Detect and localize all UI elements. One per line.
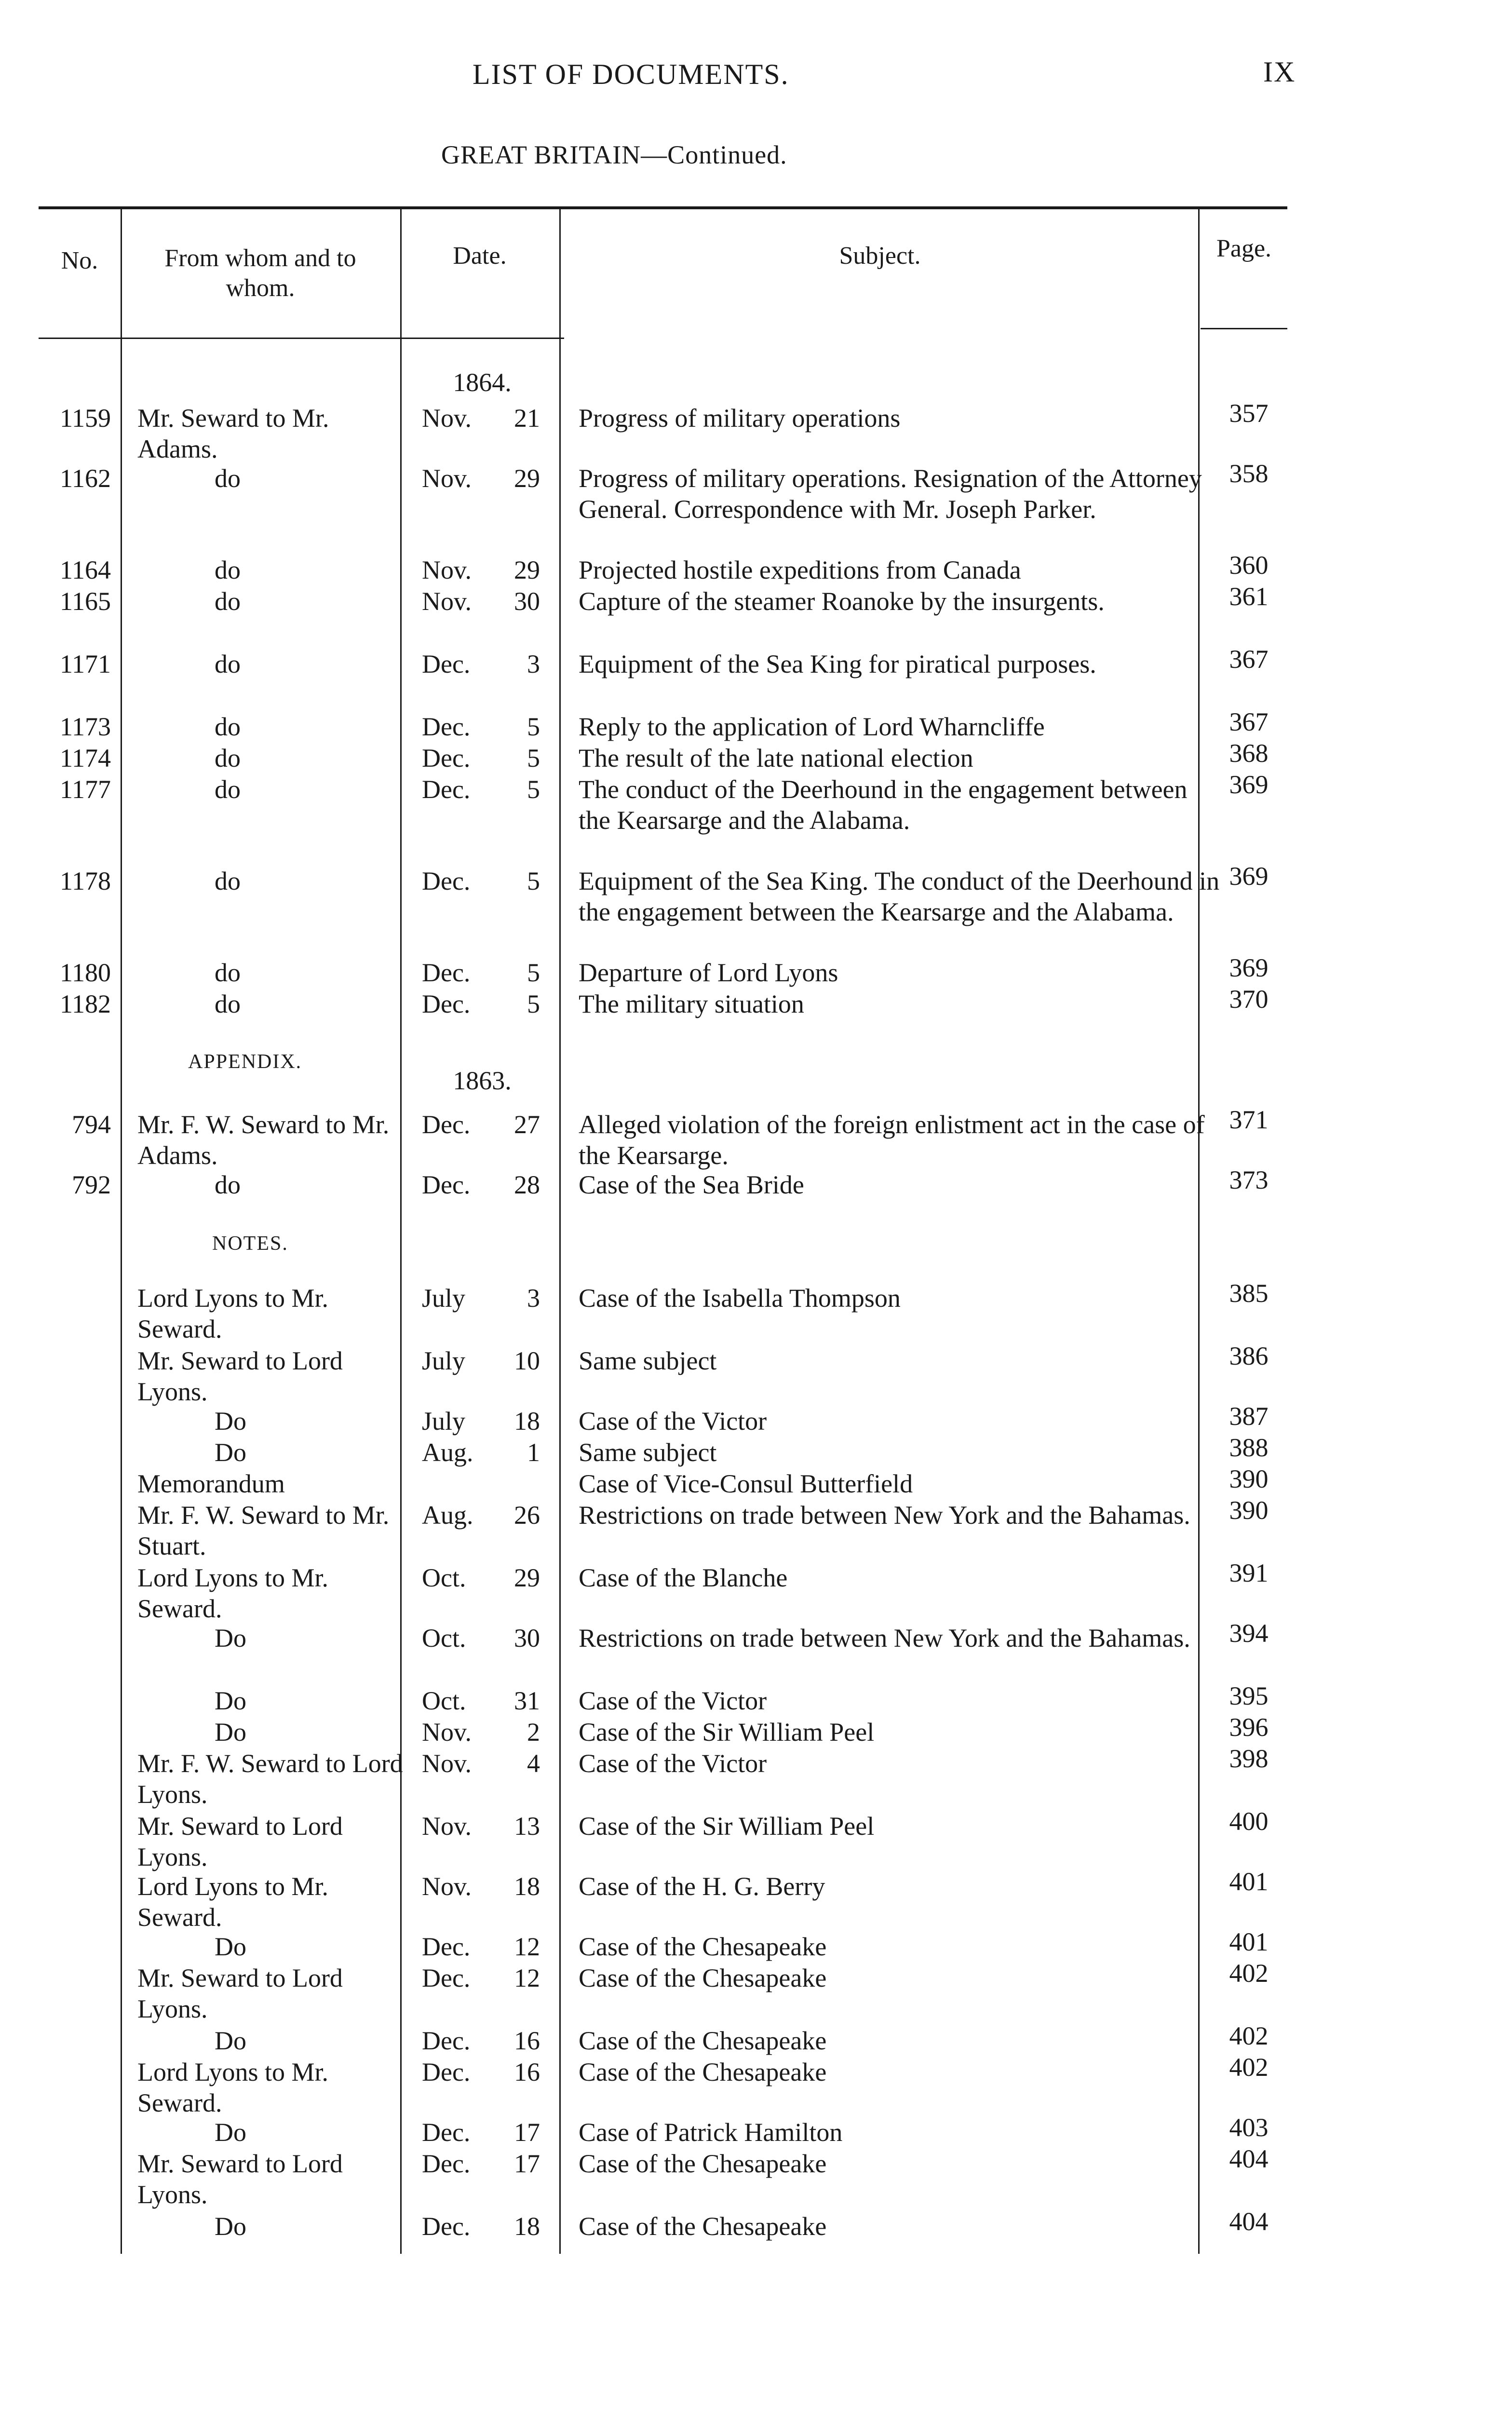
date-day: 2 (527, 1718, 540, 1747)
date-day: 10 (514, 1346, 540, 1375)
date-month: Nov. (422, 404, 472, 433)
date-day: 29 (514, 464, 540, 493)
date-month: Nov. (422, 464, 472, 493)
page-number-cell: 368 (1229, 739, 1269, 768)
document-number: 1171 (60, 650, 111, 678)
from-whom: do (215, 1170, 241, 1199)
subject: Departure of Lord Lyons (579, 958, 838, 987)
date-month: July (422, 1346, 466, 1375)
from-whom: Mr. F. W. Seward to Mr. Stuart. (137, 1501, 390, 1560)
from-whom: Mr. F. W. Seward to Mr. Adams. (137, 1110, 390, 1170)
subject: Equipment of the Sea King. The conduct of the Deerhound in the engagement between the Kearsarge and the Alabama. (579, 867, 1220, 926)
year-1863: 1863. (453, 1066, 512, 1095)
date-day: 12 (514, 1964, 540, 1992)
subject: Case of Patrick Hamilton (579, 2118, 843, 2147)
date-month: Dec. (422, 2118, 471, 2147)
subject: Case of the Sea Bride (579, 1170, 804, 1199)
date-month: Nov. (422, 555, 472, 584)
date-day: 30 (514, 1624, 540, 1652)
page-number-cell: 386 (1229, 1341, 1269, 1370)
page-number-cell: 396 (1229, 1713, 1269, 1742)
date-day: 5 (527, 775, 540, 804)
from-whom: Do (215, 2026, 246, 2055)
date-month: Dec. (422, 2149, 471, 2178)
page-number-cell: 391 (1229, 1558, 1269, 1587)
column-divider-date (559, 209, 561, 2254)
date-day: 30 (514, 587, 540, 616)
subject: Case of the Chesapeake (579, 2026, 827, 2055)
from-whom: Mr. Seward to Lord Lyons. (137, 1346, 343, 1406)
document-number: 1178 (60, 867, 111, 895)
country-heading: GREAT BRITAIN—Continued. (441, 140, 787, 169)
document-number: 1173 (60, 712, 111, 741)
from-whom: do (215, 989, 241, 1018)
from-whom: Mr. Seward to Mr. Adams. (137, 404, 329, 463)
header-bottom-rule-page (1201, 328, 1287, 329)
page-number-cell: 360 (1229, 551, 1269, 580)
from-whom: do (215, 650, 241, 678)
column-header-date: Date. (453, 242, 507, 270)
date-month: Dec. (422, 2212, 471, 2241)
date-month: Dec. (422, 2026, 471, 2055)
from-whom: Mr. Seward to Lord Lyons. (137, 2149, 343, 2209)
date-day: 17 (514, 2149, 540, 2178)
page-number-cell: 367 (1229, 707, 1269, 736)
date-month: Oct. (422, 1563, 466, 1592)
date-month: Dec. (422, 712, 471, 741)
from-whom: Lord Lyons to Mr. Seward. (137, 2058, 329, 2117)
from-whom: do (215, 464, 241, 493)
page-number-cell: 402 (1229, 2053, 1269, 2082)
page-number-cell: 369 (1229, 862, 1269, 891)
page-number-cell: 388 (1229, 1433, 1269, 1462)
document-number: 1164 (60, 555, 111, 584)
column-header-subject: Subject. (839, 242, 921, 270)
from-whom: do (215, 775, 241, 804)
page-number-cell: 398 (1229, 1744, 1269, 1773)
date-month: Nov. (422, 1812, 472, 1841)
date-day: 29 (514, 555, 540, 584)
subject: The conduct of the Deerhound in the engagement between the Kearsarge and the Alabama. (579, 775, 1188, 835)
subject: Case of the Isabella Thompson (579, 1284, 901, 1313)
subject: Capture of the steamer Roanoke by the insurgents. (579, 587, 1105, 616)
from-whom: Do (215, 1438, 246, 1467)
date-day: 13 (514, 1812, 540, 1841)
subject: Case of the Chesapeake (579, 2149, 827, 2178)
from-whom: Lord Lyons to Mr. Seward. (137, 1563, 329, 1623)
date-day: 5 (527, 712, 540, 741)
document-number: 1180 (60, 958, 111, 987)
from-whom: do (215, 744, 241, 772)
subject: The military situation (579, 989, 804, 1018)
subject: Case of the Victor (579, 1407, 767, 1436)
document-number: 1165 (60, 587, 111, 616)
page-number-cell: 403 (1229, 2113, 1269, 2142)
date-month: Dec. (422, 989, 471, 1018)
date-month: Dec. (422, 2058, 471, 2086)
from-whom: do (215, 555, 241, 584)
date-day: 18 (514, 2212, 540, 2241)
from-whom: Do (215, 1407, 246, 1436)
subject: Reply to the application of Lord Wharncliffe (579, 712, 1045, 741)
document-number: 1182 (60, 989, 111, 1018)
date-month: July (422, 1284, 466, 1313)
page-number-cell: 395 (1229, 1681, 1269, 1710)
date-month: Dec. (422, 958, 471, 987)
subject: The result of the late national election (579, 744, 973, 772)
subject: Restrictions on trade between New York and the Bahamas. (579, 1501, 1190, 1530)
document-number: 792 (72, 1170, 111, 1199)
page-number-cell: 404 (1229, 2207, 1269, 2236)
subject: Equipment of the Sea King for piratical purposes. (579, 650, 1096, 678)
date-day: 5 (527, 744, 540, 772)
date-day: 18 (514, 1407, 540, 1436)
document-number: 794 (72, 1110, 111, 1139)
subject: Case of the Chesapeake (579, 1964, 827, 1992)
subject: Case of the H. G. Berry (579, 1872, 825, 1901)
date-month: Dec. (422, 775, 471, 804)
date-month: Dec. (422, 744, 471, 772)
from-whom: Mr. Seward to Lord Lyons. (137, 1964, 343, 2023)
page-number-cell: 385 (1229, 1279, 1269, 1308)
from-whom: Lord Lyons to Mr. Seward. (137, 1284, 329, 1343)
date-day: 28 (514, 1170, 540, 1199)
subject: Case of the Chesapeake (579, 2212, 827, 2241)
subject: Same subject (579, 1438, 717, 1467)
page-number-cell: 390 (1229, 1496, 1269, 1525)
date-month: Dec. (422, 867, 471, 895)
date-day: 29 (514, 1563, 540, 1592)
date-day: 5 (527, 958, 540, 987)
date-day: 4 (527, 1749, 540, 1778)
from-whom: Mr. Seward to Lord Lyons. (137, 1812, 343, 1871)
subject: Restrictions on trade between New York and the Bahamas. (579, 1624, 1190, 1652)
document-number: 1177 (60, 775, 111, 804)
date-day: 1 (527, 1438, 540, 1467)
date-month: Nov. (422, 1749, 472, 1778)
page-number-cell: 401 (1229, 1927, 1269, 1956)
page-number-cell: 387 (1229, 1402, 1269, 1431)
date-month: Dec. (422, 1110, 471, 1139)
page-number-cell: 369 (1229, 770, 1269, 799)
from-whom: do (215, 587, 241, 616)
from-whom: do (215, 712, 241, 741)
date-day: 3 (527, 650, 540, 678)
page-number-cell: 367 (1229, 645, 1269, 674)
date-month: July (422, 1407, 466, 1436)
date-day: 17 (514, 2118, 540, 2147)
document-number: 1162 (60, 464, 111, 493)
from-whom: Do (215, 2118, 246, 2147)
date-day: 31 (514, 1686, 540, 1715)
subject: Case of the Victor (579, 1686, 767, 1715)
page-number: IX (1263, 56, 1296, 88)
from-whom: do (215, 958, 241, 987)
date-month: Nov. (422, 587, 472, 616)
from-whom: Do (215, 1932, 246, 1961)
from-whom: do (215, 867, 241, 895)
page-number-cell: 357 (1229, 399, 1269, 428)
table-top-rule (39, 206, 1287, 209)
from-whom: Mr. F. W. Seward to Lord Lyons. (137, 1749, 403, 1809)
page-number-cell: 404 (1229, 2144, 1269, 2173)
document-number: 1159 (60, 404, 111, 433)
page-number-cell: 402 (1229, 2021, 1269, 2050)
date-day: 3 (527, 1284, 540, 1313)
date-month: Oct. (422, 1686, 466, 1715)
date-day: 5 (527, 867, 540, 895)
year-1864: 1864. (453, 368, 512, 397)
appendix-heading: APPENDIX. (188, 1051, 302, 1073)
date-month: Dec. (422, 1932, 471, 1961)
date-day: 18 (514, 1872, 540, 1901)
column-header-no: No. (61, 247, 98, 274)
from-whom: Do (215, 1624, 246, 1652)
running-title: LIST OF DOCUMENTS. (472, 58, 789, 90)
subject: Same subject (579, 1346, 717, 1375)
subject: Progress of military operations (579, 404, 901, 433)
date-month: Oct. (422, 1624, 466, 1652)
date-month: Nov. (422, 1718, 472, 1747)
date-day: 26 (514, 1501, 540, 1530)
date-day: 5 (527, 989, 540, 1018)
subject: Case of the Sir William Peel (579, 1718, 875, 1747)
from-whom: Do (215, 2212, 246, 2241)
page-number-cell: 401 (1229, 1867, 1269, 1896)
page-number-cell: 371 (1229, 1105, 1269, 1134)
from-whom: Memorandum (137, 1469, 285, 1498)
subject: Alleged violation of the foreign enlistment act in the case of the Kearsarge. (579, 1110, 1205, 1170)
date-month: Dec. (422, 650, 471, 678)
from-whom: Lord Lyons to Mr. Seward. (137, 1872, 329, 1932)
from-whom: Do (215, 1718, 246, 1747)
page-number-cell: 370 (1229, 985, 1269, 1014)
date-month: Aug. (422, 1501, 473, 1530)
column-divider-no (121, 209, 122, 2254)
subject: Case of the Chesapeake (579, 1932, 827, 1961)
date-month: Dec. (422, 1964, 471, 1992)
from-whom: Do (215, 1686, 246, 1715)
page-number-cell: 400 (1229, 1807, 1269, 1836)
page-number-cell: 373 (1229, 1165, 1269, 1194)
date-day: 21 (514, 404, 540, 433)
page-number-cell: 361 (1229, 582, 1269, 611)
date-day: 27 (514, 1110, 540, 1139)
subject: Projected hostile expeditions from Canada (579, 555, 1021, 584)
page-number-cell: 402 (1229, 1959, 1269, 1988)
page-number-cell: 390 (1229, 1464, 1269, 1493)
document-number: 1174 (60, 744, 111, 772)
subject: Case of the Blanche (579, 1563, 788, 1592)
date-month: Dec. (422, 1170, 471, 1199)
subject: Case of the Chesapeake (579, 2058, 827, 2086)
subject: Progress of military operations. Resignation of the Attorney General. Correspondence with Mr. Joseph Parker. (579, 464, 1202, 524)
date-day: 16 (514, 2026, 540, 2055)
subject: Case of the Victor (579, 1749, 767, 1778)
date-month: Aug. (422, 1438, 473, 1467)
date-day: 16 (514, 2058, 540, 2086)
subject: Case of the Sir William Peel (579, 1812, 875, 1841)
header-bottom-rule-left (39, 338, 564, 339)
column-header-page: Page. (1216, 235, 1272, 262)
page-number-cell: 369 (1229, 953, 1269, 982)
date-month: Nov. (422, 1872, 472, 1901)
notes-heading: NOTES. (212, 1233, 288, 1255)
page-number-cell: 358 (1229, 459, 1269, 488)
date-day: 12 (514, 1932, 540, 1961)
subject: Case of Vice-Consul Butterfield (579, 1469, 913, 1498)
page-number-cell: 394 (1229, 1619, 1269, 1648)
column-header-from: From whom and to whom. (164, 244, 356, 302)
